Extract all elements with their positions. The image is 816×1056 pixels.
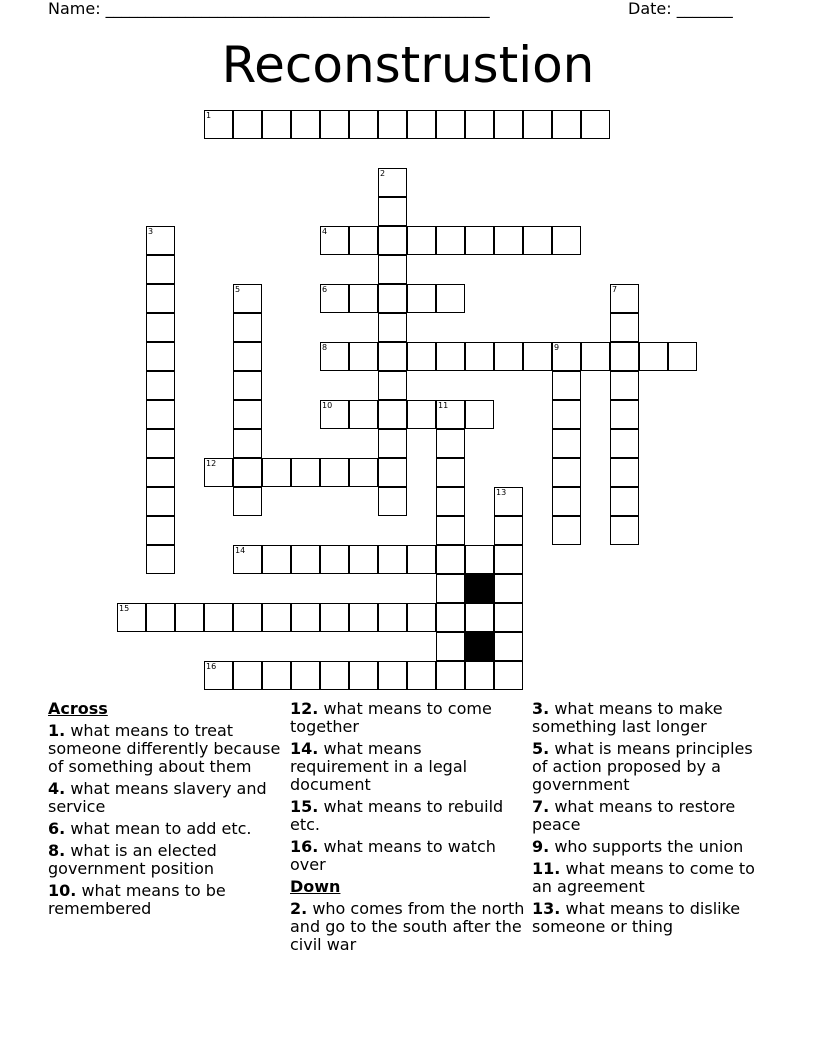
grid-cell[interactable]	[378, 487, 407, 516]
cell-number: 2	[380, 169, 386, 178]
grid-cell[interactable]	[436, 545, 465, 574]
grid-cell[interactable]	[378, 458, 407, 487]
grid-cell[interactable]	[233, 603, 262, 632]
clue-across-4: 4. what means slavery and service	[48, 779, 267, 816]
grid-cell[interactable]	[494, 487, 523, 516]
grid-cell[interactable]	[378, 284, 407, 313]
grid-cell[interactable]	[494, 516, 523, 545]
grid-cell[interactable]	[436, 342, 465, 371]
cell-number: 5	[235, 285, 241, 294]
grid-cell[interactable]	[146, 429, 175, 458]
clue-down-11: 11. what means to come to an agreement	[532, 859, 755, 896]
grid-cell[interactable]	[349, 545, 378, 574]
grid-cell[interactable]	[610, 458, 639, 487]
grid-cell[interactable]	[494, 603, 523, 632]
grid-cell[interactable]	[494, 226, 523, 255]
grid-cell[interactable]	[146, 603, 175, 632]
date-line: Date: _______	[628, 0, 733, 18]
clue-across-15: 15. what means to rebuild etc.	[290, 797, 504, 834]
grid-cell[interactable]	[407, 226, 436, 255]
across-heading: Across	[48, 699, 108, 718]
grid-cell[interactable]	[146, 545, 175, 574]
black-cell	[465, 632, 494, 661]
grid-cell[interactable]	[552, 400, 581, 429]
grid-cell[interactable]	[146, 284, 175, 313]
clue-down-2: 2. who comes from the north and go to the south after the civil war	[290, 899, 525, 954]
grid-cell[interactable]	[436, 603, 465, 632]
grid-cell[interactable]	[320, 284, 349, 313]
grid-cell[interactable]	[494, 545, 523, 574]
grid-cell[interactable]	[349, 110, 378, 139]
clue-column-3	[532, 700, 767, 940]
grid-cell[interactable]	[320, 110, 349, 139]
grid-cell[interactable]	[436, 110, 465, 139]
grid-cell[interactable]	[407, 110, 436, 139]
grid-cell[interactable]	[407, 400, 436, 429]
grid-cell[interactable]	[233, 284, 262, 313]
grid-cell[interactable]	[146, 255, 175, 284]
grid-cell[interactable]	[291, 545, 320, 574]
black-cell	[465, 574, 494, 603]
clue-across-12: 12. what means to come together	[290, 699, 492, 736]
cell-number: 10	[322, 401, 333, 410]
cell-number: 12	[206, 459, 217, 468]
grid-cell[interactable]	[146, 342, 175, 371]
clue-column-1	[48, 700, 283, 922]
grid-cell[interactable]	[465, 226, 494, 255]
cell-number: 11	[438, 401, 449, 410]
grid-cell[interactable]	[146, 458, 175, 487]
grid-cell[interactable]	[320, 545, 349, 574]
grid-cell[interactable]	[378, 661, 407, 690]
grid-cell[interactable]	[407, 603, 436, 632]
clue-down-7: 7. what means to restore peace	[532, 797, 736, 834]
cell-number: 6	[322, 285, 328, 294]
grid-cell[interactable]	[436, 226, 465, 255]
cell-number: 8	[322, 343, 328, 352]
grid-cell[interactable]	[204, 458, 233, 487]
grid-cell[interactable]	[233, 458, 262, 487]
grid-cell[interactable]	[523, 226, 552, 255]
grid-cell[interactable]	[146, 371, 175, 400]
cell-number: 13	[496, 488, 507, 497]
grid-cell[interactable]	[581, 342, 610, 371]
grid-cell[interactable]	[233, 661, 262, 690]
clue-across-16: 16. what means to watch over	[290, 837, 496, 874]
grid-cell[interactable]	[378, 400, 407, 429]
grid-cell[interactable]	[610, 371, 639, 400]
grid-cell[interactable]	[378, 342, 407, 371]
grid-cell[interactable]	[436, 400, 465, 429]
grid-cell[interactable]	[291, 661, 320, 690]
grid-cell[interactable]	[552, 342, 581, 371]
grid-cell[interactable]	[349, 458, 378, 487]
grid-cell[interactable]	[233, 110, 262, 139]
grid-cell[interactable]	[494, 574, 523, 603]
grid-cell[interactable]	[349, 226, 378, 255]
grid-cell[interactable]	[378, 545, 407, 574]
cell-number: 1	[206, 111, 212, 120]
grid-cell[interactable]	[204, 603, 233, 632]
clue-column-2	[290, 700, 525, 958]
grid-cell[interactable]	[233, 545, 262, 574]
grid-cell[interactable]	[552, 487, 581, 516]
grid-cell[interactable]	[378, 371, 407, 400]
grid-cell[interactable]	[407, 284, 436, 313]
clue-across-10: 10. what means to be remembered	[48, 881, 226, 918]
grid-cell[interactable]	[233, 313, 262, 342]
grid-cell[interactable]	[146, 516, 175, 545]
grid-cell[interactable]	[610, 313, 639, 342]
grid-cell[interactable]	[552, 371, 581, 400]
grid-cell[interactable]	[291, 110, 320, 139]
grid-cell[interactable]	[465, 110, 494, 139]
clue-across-8: 8. what is an elected government position	[48, 841, 217, 878]
grid-cell[interactable]	[117, 603, 146, 632]
grid-cell[interactable]	[349, 661, 378, 690]
grid-cell[interactable]	[349, 342, 378, 371]
grid-cell[interactable]	[146, 226, 175, 255]
down-heading: Down	[290, 877, 341, 896]
grid-cell[interactable]	[378, 168, 407, 197]
grid-cell[interactable]	[610, 400, 639, 429]
grid-cell[interactable]	[610, 487, 639, 516]
grid-cell[interactable]	[320, 603, 349, 632]
puzzle-title: Reconstrustion	[221, 36, 595, 94]
grid-cell[interactable]	[494, 632, 523, 661]
grid-cell[interactable]	[436, 574, 465, 603]
grid-cell[interactable]	[204, 661, 233, 690]
cell-number: 14	[235, 546, 246, 555]
grid-cell[interactable]	[378, 603, 407, 632]
grid-cell[interactable]	[610, 284, 639, 313]
grid-cell[interactable]	[494, 110, 523, 139]
grid-cell[interactable]	[146, 487, 175, 516]
grid-cell[interactable]	[465, 661, 494, 690]
grid-cell[interactable]	[262, 545, 291, 574]
grid-cell[interactable]	[146, 400, 175, 429]
grid-cell[interactable]	[233, 487, 262, 516]
clue-across-1: 1. what means to treat someone differently because of something about them	[48, 721, 281, 776]
grid-cell[interactable]	[436, 284, 465, 313]
cell-number: 15	[119, 604, 130, 613]
grid-cell[interactable]	[378, 197, 407, 226]
grid-cell[interactable]	[465, 400, 494, 429]
grid-cell[interactable]	[262, 458, 291, 487]
grid-cell[interactable]	[581, 110, 610, 139]
grid-cell[interactable]	[639, 342, 668, 371]
grid-cell[interactable]	[320, 342, 349, 371]
grid-cell[interactable]	[552, 110, 581, 139]
clue-across-6: 6. what mean to add etc.	[48, 819, 252, 838]
grid-cell[interactable]	[668, 342, 697, 371]
clue-down-3: 3. what means to make something last longer	[532, 699, 723, 736]
grid-cell[interactable]	[233, 429, 262, 458]
grid-cell[interactable]	[610, 516, 639, 545]
grid-cell[interactable]	[175, 603, 204, 632]
grid-cell[interactable]	[378, 110, 407, 139]
grid-cell[interactable]	[465, 603, 494, 632]
cell-number: 4	[322, 227, 328, 236]
cell-number: 16	[206, 662, 217, 671]
grid-cell[interactable]	[262, 603, 291, 632]
grid-cell[interactable]	[552, 226, 581, 255]
clue-down-5: 5. what is means principles of action proposed by a government	[532, 739, 753, 794]
name-line: Name: ________________________________________________	[48, 0, 490, 18]
grid-cell[interactable]	[552, 458, 581, 487]
grid-cell[interactable]	[610, 429, 639, 458]
cell-number: 9	[554, 343, 560, 352]
grid-cell[interactable]	[233, 342, 262, 371]
clue-down-13: 13. what means to dislike someone or thing	[532, 899, 741, 936]
grid-cell[interactable]	[291, 603, 320, 632]
cell-number: 7	[612, 285, 618, 294]
grid-cell[interactable]	[552, 516, 581, 545]
grid-cell[interactable]	[436, 458, 465, 487]
grid-cell[interactable]	[320, 400, 349, 429]
grid-cell[interactable]	[146, 313, 175, 342]
grid-cell[interactable]	[494, 661, 523, 690]
grid-cell[interactable]	[523, 342, 552, 371]
grid-cell[interactable]	[552, 429, 581, 458]
grid-cell[interactable]	[494, 342, 523, 371]
grid-cell[interactable]	[291, 458, 320, 487]
cell-number: 3	[148, 227, 154, 236]
clue-across-14: 14. what means requirement in a legal document	[290, 739, 468, 794]
grid-cell[interactable]	[523, 110, 552, 139]
grid-cell[interactable]	[262, 661, 291, 690]
grid-cell[interactable]	[378, 255, 407, 284]
grid-cell[interactable]	[233, 371, 262, 400]
grid-cell[interactable]	[407, 661, 436, 690]
grid-cell[interactable]	[610, 342, 639, 371]
grid-cell[interactable]	[378, 429, 407, 458]
grid-cell[interactable]	[349, 603, 378, 632]
grid-cell[interactable]	[407, 545, 436, 574]
grid-cell[interactable]	[349, 400, 378, 429]
clue-down-9: 9. who supports the union	[532, 837, 744, 856]
grid-cell[interactable]	[407, 342, 436, 371]
grid-cell[interactable]	[465, 342, 494, 371]
grid-cell[interactable]	[436, 661, 465, 690]
grid-cell[interactable]	[436, 487, 465, 516]
grid-cell[interactable]	[204, 110, 233, 139]
grid-cell[interactable]	[378, 313, 407, 342]
grid-cell[interactable]	[436, 632, 465, 661]
grid-cell[interactable]	[349, 284, 378, 313]
grid-cell[interactable]	[436, 516, 465, 545]
grid-cell[interactable]	[233, 400, 262, 429]
grid-cell[interactable]	[465, 545, 494, 574]
grid-cell[interactable]	[320, 661, 349, 690]
grid-cell[interactable]	[320, 226, 349, 255]
grid-cell[interactable]	[436, 429, 465, 458]
grid-cell[interactable]	[262, 110, 291, 139]
grid-cell[interactable]	[320, 458, 349, 487]
grid-cell[interactable]	[378, 226, 407, 255]
